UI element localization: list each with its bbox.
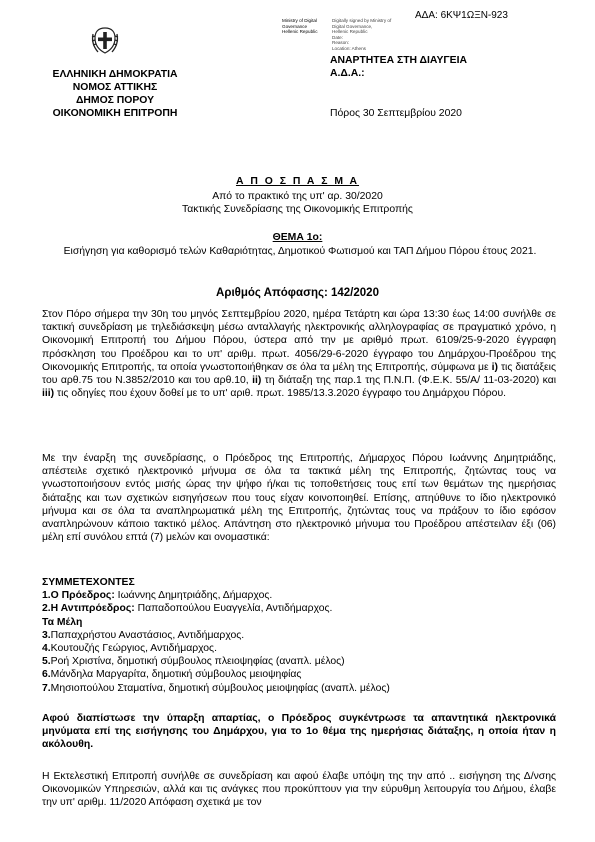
- minutes-number: Από το πρακτικό της υπ' αρ. 30/2020: [212, 191, 383, 202]
- participants-title: ΣΥΜΜΕΤΕΧΟΝΤΕΣ: [42, 577, 135, 588]
- document-title: Α Π Ο Σ Π Α Σ Μ Α: [235, 176, 360, 187]
- session-paragraph: Στον Πόρο σήμερα την 30η του μηνός Σεπτεμβρίου 2020, ημέρα Τετάρτη και ώρα 13:30 έως 14:00 συνήλθε σε τακτική συνεδρίαση με τηλεδιάσκεψη μέσω ανταλλαγής ηλεκτρονικής αλληλογραφίας σε πραγματικό χρόνο, η Οικονομική Επιτροπή του Δήμου Πόρου, ύστερα από την με αριθμό πρωτ. 6109/25-9-2020 έγγραφη πρόσκληση του Προέδρου και το υπ' αριθμ. πρωτ. 4056/29-6-2020 έγγραφο του Δημάρχου-Προέδρου της Οικονομικής Επιτροπής, τα οποία γνωστοποιήθηκαν σε όλα τα μέλη της Επιτροπής, σύμφωνα με i) τις διατάξεις του αρθ.75 του Ν.3852/2010 και του αρθ.10, ii) τη διάταξη της παρ.1 της Π.Ν.Π. (Φ.Ε.Κ. 55/Α/ 11-03-2020) και iii) τις οδηγίες που έχουν δοθεί με το υπ' αριθ. πρωτ. 1985/13.3.2020 έγγραφο του Δημάρχου Πόρου.: [42, 309, 557, 400]
- list-item: 3.Παπαχρήστου Αναστάσιος, Αντιδήμαρχος.: [42, 629, 245, 641]
- list-item: 5.Ροή Χριστίνα, δημοτική σύμβουλος πλειοψηφίας (αναπλ. μέλος): [42, 656, 345, 668]
- diavgeia-posting-note: ΑΝΑΡΤΗΤΕΑ ΣΤΗ ΔΙΑΥΓΕΙΑ: [330, 55, 467, 66]
- signature-detail: Hellenic Republic: [332, 29, 368, 35]
- ada-label: Α.Δ.Α.:: [330, 68, 365, 79]
- signature-line: Governance: [282, 23, 308, 29]
- decision-number: Αριθμός Απόφασης: 142/2020: [216, 287, 379, 299]
- document-date: Πόρος 30 Σεπτεμβρίου 2020: [330, 108, 462, 119]
- ada-code-top: ΑΔΑ: 6ΚΨ1ΩΞΝ-923: [415, 10, 508, 21]
- signature-detail: Digital Governance,: [332, 23, 373, 29]
- subject-heading: ΘΕΜΑ 1ο:: [272, 232, 323, 243]
- participant-chair: 1.Ο Πρόεδρος: Ιωάννης Δημητριάδης, Δήμαρχος.: [42, 590, 273, 602]
- issuer-header: [40, 68, 190, 120]
- diavgeia-header: [330, 54, 467, 80]
- header-line-republic: ΕΛΛΗΝΙΚΗ ΔΗΜΟΚΡΑΤΙΑ: [52, 69, 178, 80]
- signature-detail: Date:: [332, 34, 343, 40]
- signature-line: Hellenic Republic: [282, 29, 318, 35]
- members-title: Τα Μέλη: [42, 616, 83, 628]
- hellenic-republic-seal-icon: [88, 24, 122, 58]
- participant-vice-chair: 2.Η Αντιπρόεδρος: Παπαδοπούλου Ευαγγελία, Αντιδήμαρχος.: [42, 603, 333, 615]
- digital-signature-stamp: [282, 18, 391, 52]
- participants-list: [42, 576, 556, 695]
- signature-detail: Location: Athens: [332, 45, 366, 51]
- header-line-municipality: ΔΗΜΟΣ ΠΟΡΟΥ: [75, 95, 155, 106]
- quorum-paragraph: Αφού διαπίστωσε την ύπαρξη απαρτίας, ο Πρόεδρος συγκέντρωσε τα απαντητικά ηλεκτρονικά μηνύματα επί της εισήγησης του Δημάρχου, για το 1ο θέμα της ημερήσιας διάταξης, η οποία ήταν η ακόλουθη.: [42, 713, 556, 751]
- procedure-paragraph: Με την έναρξη της συνεδρίασης, ο Πρόεδρος της Επιτροπής, Δήμαρχος Πόρου Ιωάννης Δημητριάδης, απέστειλε σχετικό ηλεκτρονικό μήνυμα σε όλα τα τακτικά μέλη της Επιτροπής, ζητώντας τους να γνωστοποιήσουν εντός μισής ώρας την ψήφο ή/και τις τοποθετήσεις τους επί των θεμάτων της ημερήσιας διάταξης και των σχετικών εισηγήσεων που τους είχαν κοινοποιηθεί. Επίσης, απηύθυνε το ίδιο ηλεκτρονικό μήνυμα και σε όλα τα αναπληρωματικά μέλη της Επιτροπής, ζητώντας τους να πράξουν το ίδιο εφόσον αναπληρώνουν κάποιο τακτικό μέλος. Απάντηση στο ηλεκτρονικό μήνυμα του Προέδρου απέστειλαν έξι (06) μέλη επί συνόλου επτά (7) μελών και ονομαστικά:: [42, 453, 556, 544]
- list-item: 7.Μησιοπούλου Σταματίνα, δημοτική σύμβουλος μειοψηφίας (αναπλ. μέλος): [42, 682, 390, 694]
- list-item: 6.Μάνδηλα Μαργαρίτα, δημοτική σύμβουλος μειοψηφίας: [42, 669, 302, 681]
- session-type: Τακτικής Συνεδρίασης της Οικονομικής Επιτροπής: [182, 204, 413, 215]
- subject-text: Εισήγηση για καθορισμό τελών Καθαριότητας, Δημοτικού Φωτισμού και ΤΑΠ Δήμου Πόρου έτους 2021.: [63, 246, 537, 257]
- signature-line: Ministry of Digital: [282, 18, 317, 23]
- signature-detail: Digitally signed by Ministry of: [332, 18, 392, 23]
- minutes-reference: [0, 190, 595, 216]
- header-line-committee: ΟΙΚΟΝΟΜΙΚΗ ΕΠΙΤΡΟΠΗ: [52, 108, 178, 119]
- committee-paragraph: Η Εκτελεστική Επιτροπή συνήλθε σε συνεδρίαση και αφού έλαβε υπόψη της την από .. εισήγηση της Δ/νσης Οικονομικών Υπηρεσιών, αλλά και τις ανάγκες που προκύπτουν για την εύρυθμη λειτουργία του Δήμου, έλαβε την υπ' αριθμ. 11/2020 Απόφαση σχετικά με τον: [42, 771, 556, 809]
- signature-detail: Reason:: [332, 40, 350, 46]
- list-item: 4.Κουτουζής Γεώργιος, Αντιδήμαρχος.: [42, 643, 217, 655]
- header-line-prefecture: ΝΟΜΟΣ ΑΤΤΙΚΗΣ: [72, 82, 158, 93]
